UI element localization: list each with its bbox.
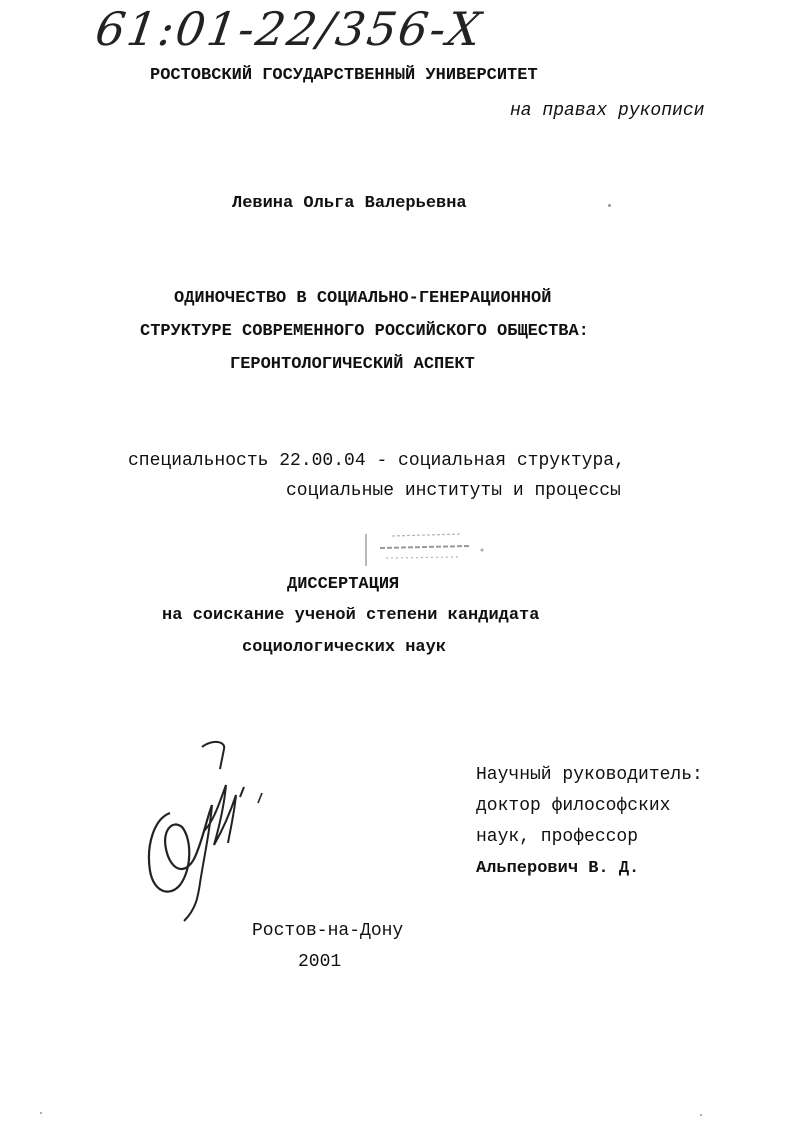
dissertation-label: ДИССЕРТАЦИЯ [287,575,400,594]
scan-speck [40,1112,42,1114]
title-line-1: ОДИНОЧЕСТВО В СОЦИАЛЬНО-ГЕНЕРАЦИОННОЙ [174,289,552,308]
scan-speck [700,1114,702,1116]
author-name: Левина Ольга Валерьевна [232,194,467,213]
supervisor-degree: доктор философских [476,796,671,816]
archive-code: 61:01-22/356-Х [92,2,487,56]
degree-line-3: социологических наук [242,638,447,657]
year: 2001 [298,952,342,972]
university-name: РОСТОВСКИЙ ГОСУДАРСТВЕННЫЙ УНИВЕРСИТЕТ [150,66,538,85]
place: Ростов-на-Дону [252,921,404,941]
supervisor-label: Научный руководитель: [476,765,703,785]
library-stamp [362,528,492,570]
supervisor-title: наук, профессор [476,827,639,847]
title-line-3: ГЕРОНТОЛОГИЧЕСКИЙ АСПЕКТ [230,355,475,374]
manuscript-note: на правах рукописи [510,101,705,121]
degree-line-2: на соискание ученой степени кандидата [162,606,540,625]
supervisor-signature [140,735,270,925]
supervisor-name: Альперович В. Д. [476,859,640,878]
specialty-line-1: специальность 22.00.04 - социальная структура, [128,451,625,471]
scan-speck [608,204,611,207]
specialty-line-2: социальные институты и процессы [286,481,621,501]
title-line-2: СТРУКТУРЕ СОВРЕМЕННОГО РОССИЙСКОГО ОБЩЕСТВА: [140,322,589,341]
